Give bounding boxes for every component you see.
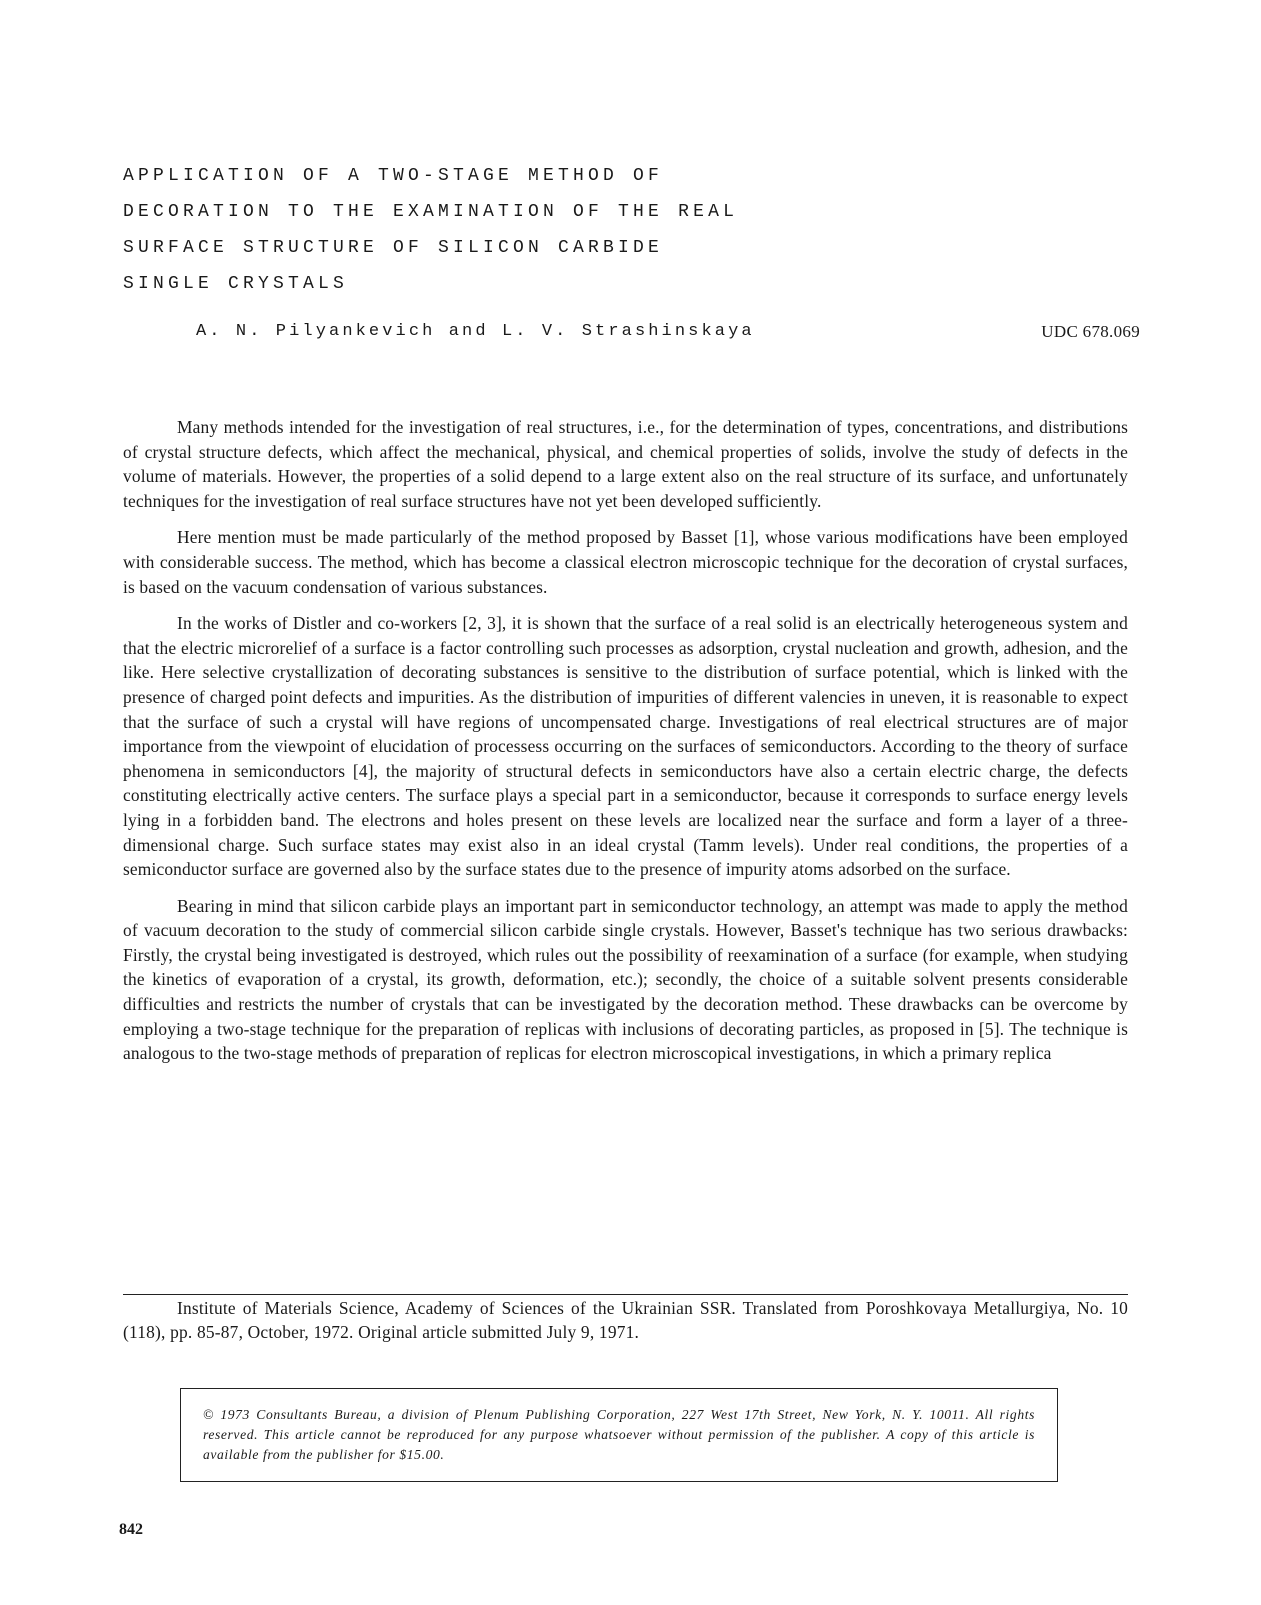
udc-code: UDC 678.069 xyxy=(1041,322,1140,341)
page-number: 842 xyxy=(119,1521,143,1538)
article-body xyxy=(123,415,1128,1078)
paragraph: Bearing in mind that silicon carbide plays an important part in semiconductor technology, an attempt was made to apply the method of vacuum decoration to the study of commercial silicon carbide single crystals. However, Basset's technique has two serious drawbacks: Firstly, the crystal being investigated is destroyed, which rules out the possibility of reexamination of a surface (for example, when studying the kinetics of evaporation of a crystal, its growth, deformation, etc.); secondly, the choice of a suitable solvent presents considerable difficulties and restricts the number of crystals that can be investigated by the decoration method. These drawbacks can be overcome by employing a two-stage technique for the preparation of replicas with inclusions of decorating particles, as proposed in [5]. The technique is analogous to the two-stage methods of preparation of replicas for electron microscopical investigations, in which a primary replica xyxy=(123,895,1128,1064)
title-line: SINGLE CRYSTALS xyxy=(123,274,349,294)
title-line: DECORATION TO THE EXAMINATION OF THE REAL xyxy=(123,202,739,222)
article-title xyxy=(123,158,923,302)
paragraph: In the works of Distler and co-workers [2, 3], it is shown that the surface of a real solid is an electrically heterogeneous system and that the electric microrelief of a surface is a factor controlling such processes as adsorption, crystal nucleation and growth, adhesion, and the like. Here selective crystallization of decorating substances is sensitive to the distribution of surface potential, which is linked with the presence of charged point defects and impurities. As the distribution of impurities of different valencies in uneven, it is reasonable to expect that the surface of such a crystal will have regions of uncompensated charge. Investigations of real electrical structures are of major importance from the viewpoint of elucidation of processess occurring on the surfaces of semiconductors. According to the theory of surface phenomena in semiconductors [4], the majority of structural defects in semiconductors have also a certain electric charge, the defects constituting electrically active centers. The surface plays a special part in a semiconductor, because it corresponds to surface energy levels lying in a forbidden band. The electrons and holes present on these levels are localized near the surface and form a layer of a three-dimensional charge. Such surface states may exist also in an ideal crystal (Tamm levels). Under real conditions, the properties of a semiconductor surface are governed also by the surface states due to the presence of impurity atoms adsorbed on the surface. xyxy=(123,613,1128,880)
title-line: SURFACE STRUCTURE OF SILICON CARBIDE xyxy=(123,238,664,258)
authors: A. N. Pilyankevich and L. V. Strashinskaya xyxy=(196,322,755,341)
paragraph: Many methods intended for the investigation of real structures, i.e., for the determination of types, concentrations, and distributions of crystal structure defects, which affect the mechanical, physical, and chemical properties of solids, involve the study of defects in the volume of materials. However, the properties of a solid depend to a large extent also on the real structure of its surface, and unfortunately techniques for the investigation of real surface structures have not yet been developed sufficiently. xyxy=(123,417,1128,511)
copyright-box xyxy=(180,1388,1058,1482)
footnote-divider xyxy=(123,1294,1128,1295)
title-line: APPLICATION OF A TWO-STAGE METHOD OF xyxy=(123,166,664,186)
footnote: Institute of Materials Science, Academy of Sciences of the Ukrainian SSR. Translated from Poroshkovaya Metallurgiya, No. 10 (118), pp. 85-87, October, 1972. Original article submitted July 9, 1971. xyxy=(123,1298,1128,1342)
paragraph: Here mention must be made particularly of the method proposed by Basset [1], whose various modifications have been employed with considerable success. The method, which has become a classical electron microscopic technique for the decoration of crystal surfaces, is based on the vacuum condensation of various substances. xyxy=(123,527,1128,597)
copyright-notice: © 1973 Consultants Bureau, a division of Plenum Publishing Corporation, 227 West 17th Street, New York, N. Y. 10011. All rights reserved. This article cannot be reproduced for any purpose whatsoever without permission of the publisher. A copy of this article is available from the publisher for $15.00. xyxy=(203,1407,1035,1462)
